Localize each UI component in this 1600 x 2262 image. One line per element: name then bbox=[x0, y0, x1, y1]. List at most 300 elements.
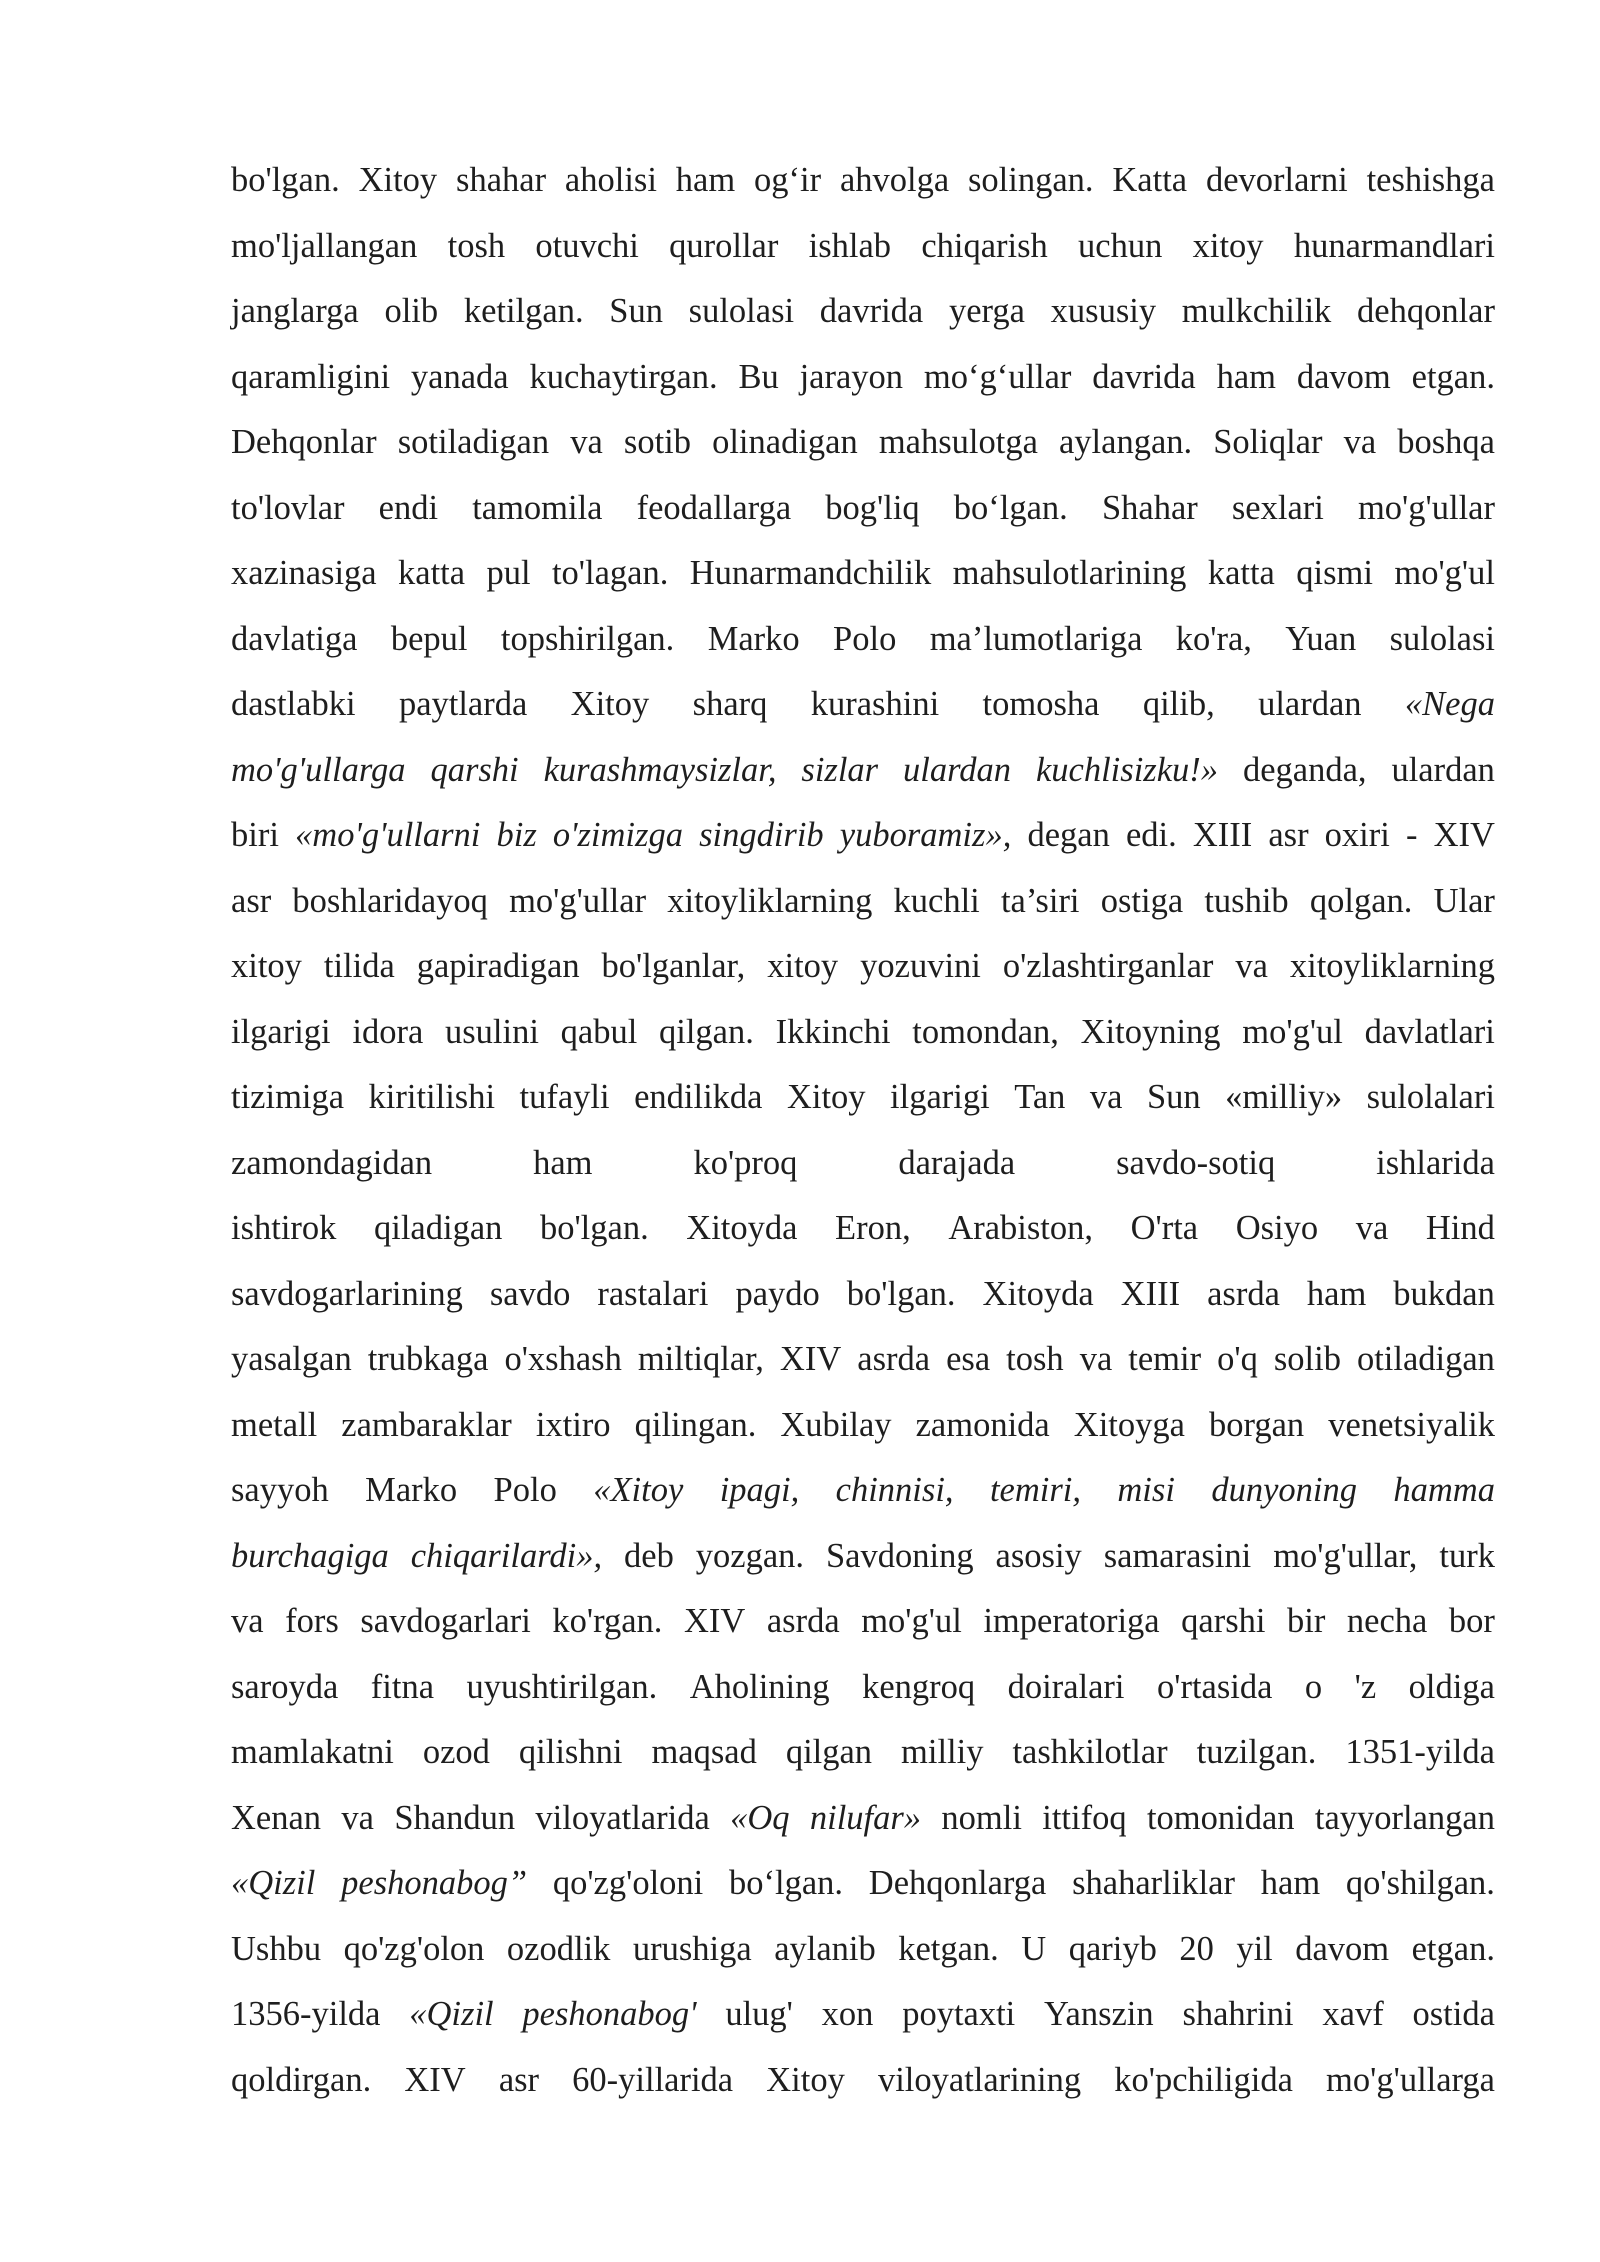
word: kiritilishi bbox=[368, 1078, 496, 1116]
word: xitoy bbox=[1192, 226, 1264, 265]
word: ko'pchiligida bbox=[1114, 2060, 1293, 2099]
word: o bbox=[1304, 1667, 1323, 1706]
word: Shandun bbox=[394, 1798, 516, 1837]
word: ilgarigi bbox=[890, 1078, 990, 1116]
word: Sun bbox=[609, 292, 663, 330]
word: yozgan. bbox=[695, 1536, 805, 1575]
word: maqsad bbox=[651, 1733, 757, 1771]
word: davom bbox=[1295, 1929, 1390, 1968]
word: 'z bbox=[1354, 1667, 1377, 1706]
italic-word: chiqarilardi», bbox=[410, 1536, 603, 1575]
word: sulolalari bbox=[1366, 1078, 1495, 1116]
word: va bbox=[570, 423, 603, 461]
word: viloyatlarida bbox=[535, 1798, 710, 1837]
italic-word: yuboramiz», bbox=[839, 816, 1012, 854]
word: bo'lgan. bbox=[846, 1274, 956, 1313]
word: ta’siri bbox=[1000, 881, 1080, 920]
word: mo'g'ullar, bbox=[1273, 1536, 1418, 1575]
word: o'zlashtirganlar bbox=[1002, 947, 1214, 985]
word: yasalgan bbox=[231, 1340, 352, 1378]
word: tomondan, bbox=[912, 1012, 1059, 1051]
word: Osiyo bbox=[1235, 1209, 1319, 1247]
word: qilgan bbox=[785, 1733, 873, 1771]
word: endilikda bbox=[634, 1078, 763, 1116]
text-line bbox=[231, 1982, 1495, 2048]
word: qilingan. bbox=[634, 1405, 757, 1444]
word: solib bbox=[1273, 1340, 1341, 1378]
word: tufayli bbox=[519, 1078, 610, 1116]
word: yozuvini bbox=[860, 947, 981, 985]
italic-word: misi bbox=[1117, 1471, 1175, 1509]
word: Dehqonlarga bbox=[868, 1864, 1047, 1902]
word: katta bbox=[398, 554, 466, 592]
word: esa bbox=[946, 1340, 991, 1378]
italic-word: kuchlisizku!» bbox=[1035, 750, 1219, 789]
word: yanada bbox=[410, 357, 509, 396]
word: sharq bbox=[692, 685, 768, 723]
word: Bu bbox=[738, 357, 779, 396]
word: savdo-sotiq bbox=[1116, 1143, 1276, 1182]
word: mahsulotga bbox=[878, 423, 1038, 461]
word: qiladigan bbox=[374, 1209, 503, 1247]
word: mo'g'ul bbox=[1394, 554, 1495, 592]
text-line bbox=[231, 1524, 1495, 1590]
word: mulkchilik bbox=[1181, 292, 1332, 330]
word: oxiri bbox=[1324, 816, 1390, 854]
word: tushib bbox=[1204, 881, 1289, 920]
word: xususiy bbox=[1050, 292, 1157, 330]
word: xitoyliklarning bbox=[1289, 947, 1495, 985]
word: edi. bbox=[1125, 816, 1177, 854]
word: qo'zg'olon bbox=[343, 1929, 485, 1968]
word: qarshi bbox=[1181, 1602, 1266, 1640]
word: ham bbox=[1216, 357, 1276, 396]
word: etgan. bbox=[1411, 1929, 1495, 1968]
word: paytlarda bbox=[398, 685, 528, 723]
word: davrida bbox=[1092, 357, 1196, 396]
word: ostida bbox=[1412, 1995, 1495, 2033]
word: tilida bbox=[323, 947, 395, 985]
word: jarayon bbox=[799, 357, 904, 396]
body-text bbox=[231, 148, 1495, 2113]
italic-word: hamma bbox=[1393, 1471, 1495, 1509]
word: etgan. bbox=[1411, 357, 1495, 396]
italic-word: «Nega bbox=[1404, 685, 1495, 723]
italic-word: temiri, bbox=[989, 1471, 1081, 1509]
word: mo‘g‘ullar bbox=[923, 357, 1072, 396]
word: kuchaytirgan. bbox=[529, 357, 718, 396]
word: gapiradigan bbox=[416, 947, 580, 985]
word: Savdoning bbox=[826, 1536, 974, 1575]
text-line bbox=[231, 1851, 1495, 1917]
word: Xitoyga bbox=[1073, 1405, 1185, 1444]
word: ittifoq bbox=[1042, 1798, 1127, 1837]
text-line bbox=[231, 1589, 1495, 1655]
word: sotiladigan bbox=[397, 423, 550, 461]
word: XIV bbox=[683, 1602, 746, 1640]
word: uchun bbox=[1078, 226, 1163, 265]
word: ishlarida bbox=[1376, 1143, 1495, 1182]
word: tomosha bbox=[982, 685, 1100, 723]
word: va bbox=[1355, 1209, 1389, 1247]
word: mo'g'ul bbox=[861, 1602, 962, 1640]
word: Xubilay bbox=[780, 1405, 892, 1444]
word: qaramligini bbox=[231, 357, 391, 396]
word: ixtiro bbox=[535, 1405, 611, 1444]
word: Xitoyda bbox=[686, 1209, 798, 1247]
italic-word: nilufar» bbox=[809, 1798, 922, 1837]
italic-word: «Oq bbox=[730, 1798, 790, 1837]
italic-word: mo'g'ullarga bbox=[231, 750, 406, 789]
word: Xitoy bbox=[786, 1078, 866, 1116]
word: asrda bbox=[766, 1602, 840, 1640]
word: solingan. bbox=[968, 161, 1094, 199]
word: xitoyliklarning bbox=[667, 881, 873, 920]
word: zambaraklar bbox=[341, 1405, 512, 1444]
word: idora bbox=[352, 1012, 424, 1051]
word: Hunarmandchilik bbox=[689, 554, 932, 592]
word: asrda bbox=[1207, 1274, 1280, 1313]
word: xon bbox=[821, 1995, 874, 2033]
word: doiralari bbox=[1007, 1667, 1125, 1706]
word: Xenan bbox=[231, 1798, 322, 1837]
word: ostiga bbox=[1100, 881, 1184, 920]
word: Tan bbox=[1014, 1078, 1066, 1116]
word: mo'g'ullarga bbox=[1326, 2060, 1495, 2099]
text-line bbox=[231, 1000, 1495, 1066]
word: xitoy bbox=[767, 947, 839, 985]
word: zamonida bbox=[915, 1405, 1050, 1444]
word: fors bbox=[285, 1602, 339, 1640]
word: ozodlik bbox=[506, 1929, 611, 1968]
word: Xitoyda bbox=[982, 1274, 1094, 1313]
word: XIV bbox=[779, 1340, 842, 1378]
word: nomli bbox=[941, 1798, 1022, 1837]
word: qabul bbox=[560, 1012, 638, 1051]
word: og‘ir bbox=[754, 161, 822, 199]
word: milliy bbox=[901, 1733, 984, 1771]
word: qilgan. bbox=[659, 1012, 754, 1051]
word: Shahar bbox=[1101, 488, 1198, 527]
italic-word: «mo'g'ullarni bbox=[295, 816, 481, 854]
word: ketgan. bbox=[898, 1929, 999, 1968]
text-line bbox=[231, 410, 1495, 476]
word: kengroq bbox=[862, 1667, 976, 1706]
word: sulolasi bbox=[1389, 619, 1495, 658]
italic-word: kurashmaysizlar, bbox=[543, 750, 777, 789]
word: otuvchi bbox=[535, 226, 639, 265]
italic-word: biz bbox=[496, 816, 537, 854]
word: qolgan. bbox=[1309, 881, 1413, 920]
word: usulini bbox=[444, 1012, 539, 1051]
word: imperatoriga bbox=[983, 1602, 1160, 1640]
text-line bbox=[231, 672, 1495, 738]
word: Yuan bbox=[1285, 619, 1357, 658]
word: paydo bbox=[735, 1274, 820, 1313]
word: bo‘lgan. bbox=[729, 1864, 844, 1902]
word: mamlakatni bbox=[231, 1733, 394, 1771]
word: bog'liq bbox=[825, 488, 920, 527]
word: chiqarish bbox=[921, 226, 1048, 265]
word: asrda bbox=[857, 1340, 931, 1378]
word: Yanszin bbox=[1044, 1995, 1154, 2033]
word: va bbox=[341, 1798, 374, 1837]
text-line bbox=[231, 1458, 1495, 1524]
text-line bbox=[231, 1655, 1495, 1721]
word: va bbox=[1235, 947, 1268, 985]
word: Arabiston, bbox=[948, 1209, 1094, 1247]
text-line bbox=[231, 1196, 1495, 1262]
word: bukdan bbox=[1393, 1274, 1495, 1313]
word: kurashini bbox=[810, 685, 940, 723]
word: xazinasiga bbox=[231, 554, 377, 592]
word: ham bbox=[1306, 1274, 1367, 1313]
word: to'lovlar bbox=[231, 488, 345, 527]
text-line bbox=[231, 1131, 1495, 1197]
word: U bbox=[1021, 1929, 1047, 1968]
word: metall bbox=[231, 1405, 318, 1444]
word: deb bbox=[624, 1536, 674, 1575]
italic-word: singdirib bbox=[699, 816, 824, 854]
text-line bbox=[231, 1720, 1495, 1786]
word: necha bbox=[1346, 1602, 1428, 1640]
text-line bbox=[231, 1065, 1495, 1131]
word: ham bbox=[1260, 1864, 1321, 1902]
word: poytaxti bbox=[902, 1995, 1016, 2033]
word: deganda, bbox=[1242, 750, 1367, 789]
word: bo'lgan. bbox=[539, 1209, 649, 1247]
word: shahrini bbox=[1182, 1995, 1294, 2033]
word: trubkaga bbox=[367, 1340, 489, 1378]
word: dehqonlar bbox=[1357, 292, 1495, 330]
word: bir bbox=[1287, 1602, 1326, 1640]
word: boshlaridayoq bbox=[292, 881, 488, 920]
word: rastalari bbox=[597, 1274, 709, 1313]
word: olib bbox=[384, 292, 439, 330]
word: fitna bbox=[370, 1667, 435, 1706]
word: devorlarni bbox=[1205, 161, 1348, 199]
word: biri bbox=[231, 816, 279, 854]
word: ma’lumotlariga bbox=[929, 619, 1143, 658]
italic-word: «Qizil bbox=[231, 1864, 316, 1902]
word: Ikkinchi bbox=[775, 1012, 891, 1051]
word: ko'proq bbox=[693, 1143, 798, 1182]
word: Marko bbox=[365, 1471, 458, 1509]
word: tizimiga bbox=[231, 1078, 345, 1116]
word: temir bbox=[1128, 1340, 1202, 1378]
italic-word: «Qizil bbox=[409, 1995, 494, 2033]
text-line bbox=[231, 148, 1495, 214]
word: bo'lgan. bbox=[231, 161, 340, 199]
word: qismi bbox=[1296, 554, 1373, 592]
word: venetsiyalik bbox=[1328, 1405, 1495, 1444]
word: asosiy bbox=[995, 1536, 1082, 1575]
word: ketilgan. bbox=[463, 292, 584, 330]
word: to'lagan. bbox=[551, 554, 669, 592]
word: kuchli bbox=[893, 881, 980, 920]
word: Ushbu bbox=[231, 1929, 322, 1968]
word: qariyb bbox=[1068, 1929, 1157, 1968]
word: Katta bbox=[1112, 161, 1188, 199]
word: miltiqlar, bbox=[637, 1340, 764, 1378]
word: Soliqlar bbox=[1213, 423, 1323, 461]
word: ishtirok bbox=[231, 1209, 337, 1247]
text-line bbox=[231, 541, 1495, 607]
word: bepul bbox=[390, 619, 468, 658]
word: davlatlari bbox=[1364, 1012, 1495, 1051]
word: olinadigan bbox=[712, 423, 858, 461]
word: savdo bbox=[489, 1274, 571, 1313]
word: qo'zg'oloni bbox=[552, 1864, 704, 1902]
word: ulardan bbox=[1258, 685, 1362, 723]
text-line bbox=[231, 345, 1495, 411]
text-line bbox=[231, 279, 1495, 345]
word: bo'lganlar, bbox=[601, 947, 746, 985]
word: Polo bbox=[833, 619, 897, 658]
word: Dehqonlar bbox=[231, 423, 377, 461]
word: davlatiga bbox=[231, 619, 358, 658]
word: XIII bbox=[1120, 1274, 1181, 1313]
word: tamomila bbox=[472, 488, 603, 527]
word: ilgarigi bbox=[231, 1012, 331, 1051]
word: va bbox=[1343, 423, 1377, 461]
italic-word: ulardan bbox=[903, 750, 1012, 789]
word: bo‘lgan. bbox=[953, 488, 1068, 527]
word: Xitoy bbox=[766, 2060, 845, 2099]
italic-word: burchagiga bbox=[231, 1536, 389, 1575]
word: Polo bbox=[493, 1471, 557, 1509]
word: oldiga bbox=[1408, 1667, 1495, 1706]
word: mo'g'ullar bbox=[509, 881, 647, 920]
italic-word: peshonabog” bbox=[341, 1864, 528, 1902]
word: ozod bbox=[422, 1733, 490, 1771]
word: 1351-yilda bbox=[1345, 1733, 1495, 1771]
word: tomonidan bbox=[1146, 1798, 1295, 1837]
word: xavf bbox=[1322, 1995, 1384, 2033]
word: qo'shilgan. bbox=[1345, 1864, 1495, 1902]
italic-word: «Xitoy bbox=[593, 1471, 684, 1509]
word: tayyorlangan bbox=[1314, 1798, 1495, 1837]
word: pul bbox=[486, 554, 531, 592]
word: yerga bbox=[948, 292, 1025, 330]
word: Ular bbox=[1433, 881, 1495, 920]
word: qurollar bbox=[669, 226, 779, 265]
word: mahsulotlarining bbox=[952, 554, 1187, 592]
word: shaharliklar bbox=[1072, 1864, 1235, 1902]
word: 60-yillarida bbox=[572, 2060, 734, 2099]
word: yil bbox=[1236, 1929, 1273, 1968]
italic-word: peshonabog' bbox=[522, 1995, 697, 2033]
word: saroyda bbox=[231, 1667, 339, 1706]
word: tashkilotlar bbox=[1012, 1733, 1168, 1771]
word: XIV bbox=[1433, 816, 1495, 854]
word: O'rta bbox=[1130, 1209, 1199, 1247]
word: davom bbox=[1296, 357, 1391, 396]
text-line bbox=[231, 934, 1495, 1000]
word: ulardan bbox=[1391, 750, 1495, 789]
word: xitoy bbox=[231, 947, 302, 985]
text-line bbox=[231, 1327, 1495, 1393]
word: XIV bbox=[404, 2060, 466, 2099]
word: o'rtasida bbox=[1156, 1667, 1273, 1706]
word: ishlab bbox=[808, 226, 892, 265]
word: darajada bbox=[898, 1143, 1016, 1182]
word: savdogarlari bbox=[360, 1602, 531, 1640]
text-line bbox=[231, 869, 1495, 935]
word: o'xshash bbox=[504, 1340, 622, 1378]
word: ulug' bbox=[725, 1995, 793, 2033]
word: ko'ra, bbox=[1175, 619, 1252, 658]
word: janglarga bbox=[231, 292, 359, 330]
word: teshishga bbox=[1366, 161, 1495, 199]
italic-word: chinnisi, bbox=[835, 1471, 954, 1509]
word: sulolasi bbox=[688, 292, 795, 330]
word: otiladigan bbox=[1356, 1340, 1495, 1378]
word: qoldirgan. bbox=[231, 2060, 372, 2099]
word: qilishni bbox=[518, 1733, 623, 1771]
text-line bbox=[231, 1262, 1495, 1328]
text-line bbox=[231, 607, 1495, 673]
word: Xitoyning bbox=[1080, 1012, 1221, 1051]
italic-word: o'zimizga bbox=[552, 816, 683, 854]
word: 20 bbox=[1179, 1929, 1214, 1968]
italic-word: ipagi, bbox=[719, 1471, 800, 1509]
word: samarasini bbox=[1103, 1536, 1252, 1575]
word: ham bbox=[533, 1143, 593, 1182]
text-line bbox=[231, 1786, 1495, 1852]
word: viloyatlarining bbox=[877, 2060, 1082, 2099]
italic-word: qarshi bbox=[430, 750, 519, 789]
word: Marko bbox=[707, 619, 800, 658]
word: katta bbox=[1207, 554, 1275, 592]
text-line bbox=[231, 738, 1495, 804]
text-line bbox=[231, 1393, 1495, 1459]
word: va bbox=[231, 1602, 264, 1640]
word: boshqa bbox=[1397, 423, 1495, 461]
word: mo'g'ul bbox=[1242, 1012, 1343, 1051]
text-line bbox=[231, 803, 1495, 869]
word: mo'ljallangan bbox=[231, 226, 418, 265]
word: feodallarga bbox=[636, 488, 792, 527]
word: degan bbox=[1027, 816, 1110, 854]
word: borgan bbox=[1209, 1405, 1305, 1444]
word: Hind bbox=[1425, 1209, 1495, 1247]
word: ko'rgan. bbox=[552, 1602, 663, 1640]
word: mo'g'ullar bbox=[1357, 488, 1495, 527]
word: aylangan. bbox=[1058, 423, 1193, 461]
word: endi bbox=[378, 488, 439, 527]
word: XIII bbox=[1192, 816, 1253, 854]
text-line bbox=[231, 476, 1495, 542]
word: - bbox=[1405, 816, 1418, 854]
word: shahar bbox=[456, 161, 547, 199]
word: uyushtirilgan. bbox=[466, 1667, 658, 1706]
word: urushiga bbox=[632, 1929, 752, 1968]
text-line bbox=[231, 1917, 1495, 1983]
word: Sun bbox=[1146, 1078, 1201, 1116]
word: qilib, bbox=[1142, 685, 1215, 723]
text-line bbox=[231, 2048, 1495, 2114]
word: ham bbox=[675, 161, 736, 199]
word: tosh bbox=[1006, 1340, 1064, 1378]
word: asr bbox=[1268, 816, 1309, 854]
word: bor bbox=[1448, 1602, 1495, 1640]
word: ahvolga bbox=[839, 161, 950, 199]
word: savdogarlarining bbox=[231, 1274, 463, 1313]
word: Aholining bbox=[689, 1667, 830, 1706]
word: «milliy» bbox=[1225, 1078, 1343, 1116]
italic-word: dunyoning bbox=[1211, 1471, 1357, 1509]
